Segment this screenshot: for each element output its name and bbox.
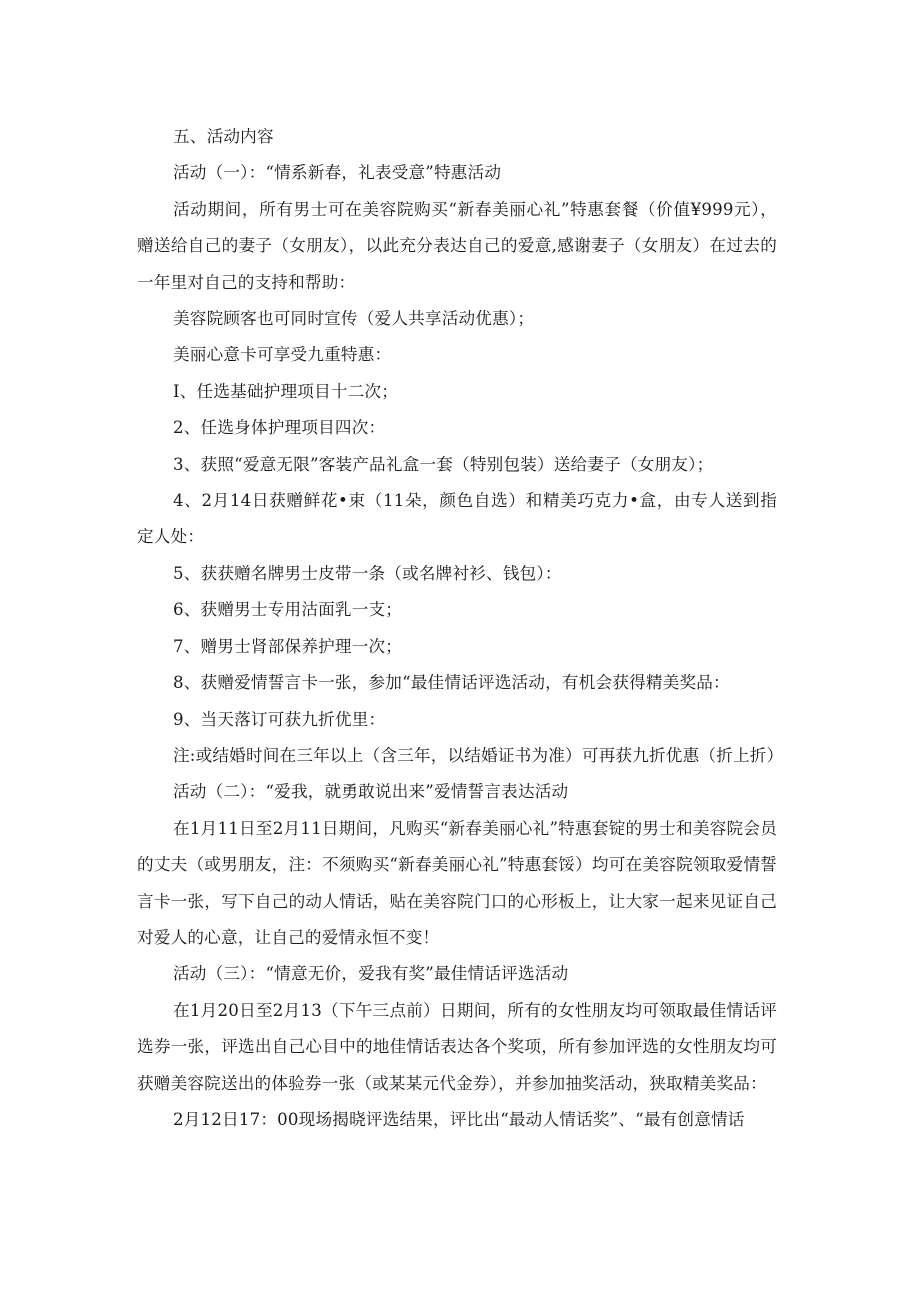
benefit-item-4: 4、2月14日获赠鲜花•束（11朵，颜色自选）和精美巧克力•盒，由专人送到指定人处：: [137, 491, 777, 547]
customer-promotion-note: 美容院顾客也可同时宣传（爱人共享活动优惠）；: [173, 309, 535, 329]
benefit-item-1: I、任选基础护理项目十二次；: [173, 381, 399, 401]
activity-3-title: 活动（三）：“情意无价，爱我有奖”最佳情话评选活动: [173, 964, 569, 984]
document-body: [137, 119, 784, 1138]
activity-2-title: 活动（二）：“爱我，就勇敢说出来”爱情誓言表达活动: [173, 782, 569, 802]
benefit-item-3: 3、获照“爱意无限”客装产品礼盒一套（特别包装）送给妻子（女朋友）；: [173, 454, 714, 474]
benefit-item-9: 9、当天落订可获九折优里：: [173, 709, 386, 729]
benefit-item-7: 7、赠男士肾部保养护理一次；: [173, 636, 403, 656]
activity-3-description: 在1月20日至2月13（下午三点前）日期间，所有的女性朋友均可领取最佳情话评选券一张，评选出自己心目中的地佳情话表达各个奖项，所有参加评选的女性朋友均可获赠美容院送出的体验券一张（或某某元代金券），并参加抽奖活动，狭取精美奖品：: [137, 1000, 777, 1093]
activity-2-description: 在1月11日至2月11日期间，凡购买“新春美丽心礼”特惠套锭的男士和美容院会员的丈夫（或男朋友，注：不须购买“新春美丽心礼”特惠套馁）均可在美容院领取爱情誓言卡一张，写下自己的动人情话，贴在美容院门口的心形板上，让大家一起来见证自己对爱人的心意，让自己的爱情永恒不变！: [137, 818, 777, 947]
results-announcement: 2月12日17：00现场揭晓评选结果，评比出“最动人情话奖”、“最有创意情话: [173, 1109, 745, 1129]
benefit-item-6: 6、获赠男士专用沽面乳一支；: [173, 600, 403, 620]
card-benefits-intro: 美丽心意卡可享受九重特惠：: [173, 345, 392, 365]
activity-1-description: 活动期间，所有男士可在美容院购买“新春美丽心礼”特惠套餐（价值¥999元），赠送给自己的妻子（女朋友），以此充分表达自己的爱意,感谢妻子（女朋友）在过去的一年里对自己的支持和帮助：: [137, 199, 777, 292]
discount-note: 注:或结婚时间在三年以上（含三年，以结婚证书为准）可再获九折优惠（折上折）: [173, 745, 784, 765]
activity-1-title: 活动（一）：“情系新春，礼表受意”特惠活动: [173, 163, 502, 183]
benefit-item-2: 2、任选身体护理项目四次：: [173, 418, 386, 438]
benefit-item-8: 8、获赠爱情誓言卡一张，参加“最佳情话评选活动，有机会获得精美奖品：: [173, 673, 730, 693]
section-heading: 五、活动内容: [173, 127, 274, 146]
benefit-item-5: 5、获获赠名牌男士皮带一条（或名牌衬衫、钱包）：: [173, 563, 562, 583]
